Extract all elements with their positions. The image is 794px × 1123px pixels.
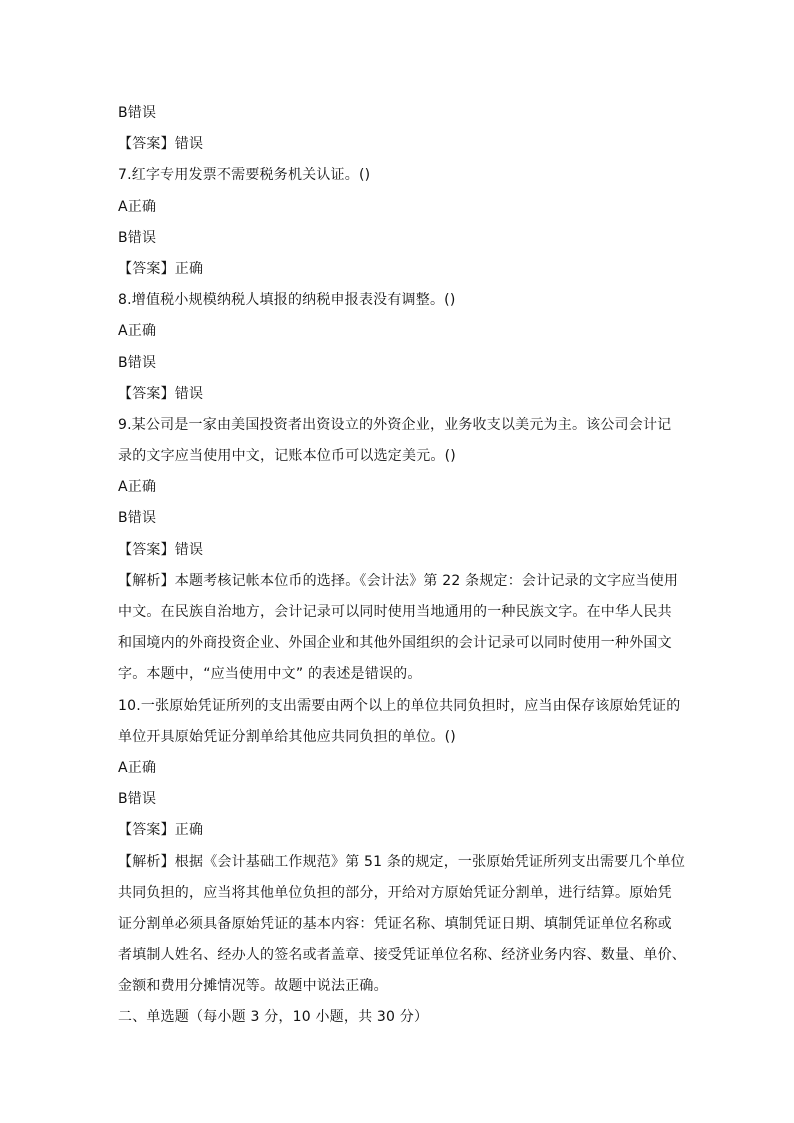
option-a: A正确 — [118, 479, 157, 496]
explanation-line: 共同负担的，应当将其他单位负担的部分，开给对方原始凭证分割单，进行结算。原始凭 — [118, 884, 672, 901]
explanation-line: 【解析】本题考核记帐本位币的选择。《会计法》第 22 条规定：会计记录的文字应当使用 — [118, 572, 679, 589]
explanation-line: 和国境内的外商投资企业、外国企业和其他外国组织的会计记录可以同时使用一种外国文 — [118, 635, 672, 652]
question-8: 8.增值税小规模纳税人填报的纳税申报表没有调整。() — [118, 292, 456, 309]
question-9: 9.某公司是一家由美国投资者出资设立的外资企业，业务收支以美元为主。该公司会计记 — [118, 416, 672, 433]
explanation-line: 【解析】根据《会计基础工作规范》第 51 条的规定，一张原始凭证所列支出需要几个单位 — [118, 853, 686, 870]
option-a: A正确 — [118, 323, 157, 340]
answer-line: 【答案】错误 — [118, 541, 204, 558]
option-b: B错误 — [118, 791, 157, 808]
question-7: 7.红字专用发票不需要税务机关认证。() — [118, 167, 371, 184]
answer-line: 【答案】正确 — [118, 822, 204, 839]
explanation-line: 中文。在民族自治地方，会计记录可以同时使用当地通用的一种民族文字。在中华人民共 — [118, 604, 672, 620]
option-b: B错误 — [118, 354, 157, 371]
question-10-cont: 单位开具原始凭证分割单给其他应共同负担的单位。() — [118, 728, 456, 745]
question-9-cont: 录的文字应当使用中文，记账本位币可以选定美元。() — [118, 448, 456, 465]
explanation-line: 字。本题中，“应当使用中文” 的表述是错误的。 — [118, 666, 422, 683]
section-heading: 二、单选题（每小题 3 分，10 小题，共 30 分） — [118, 1009, 429, 1026]
document-page — [118, 98, 686, 1034]
option-a: A正确 — [118, 759, 157, 776]
answer-line: 【答案】错误 — [118, 385, 204, 402]
answer-line: 【答案】正确 — [118, 260, 204, 277]
question-10: 10.一张原始凭证所列的支出需要由两个以上的单位共同负担时，应当由保存该原始凭证的 — [118, 697, 681, 714]
option-a: A正确 — [118, 198, 157, 215]
option-b: B错误 — [118, 510, 157, 527]
explanation-line: 者填制人姓名、经办人的签名或者盖章、接受凭证单位名称、经济业务内容、数量、单价、 — [118, 947, 686, 964]
explanation-line: 金额和费用分摊情况等。故题中说法正确。 — [118, 978, 388, 995]
explanation-line: 证分割单必须具备原始凭证的基本内容：凭证名称、填制凭证日期、填制凭证单位名称或 — [118, 915, 672, 932]
answer-line: 【答案】错误 — [118, 136, 204, 153]
option-b: B错误 — [118, 105, 157, 121]
option-b: B错误 — [118, 229, 157, 246]
